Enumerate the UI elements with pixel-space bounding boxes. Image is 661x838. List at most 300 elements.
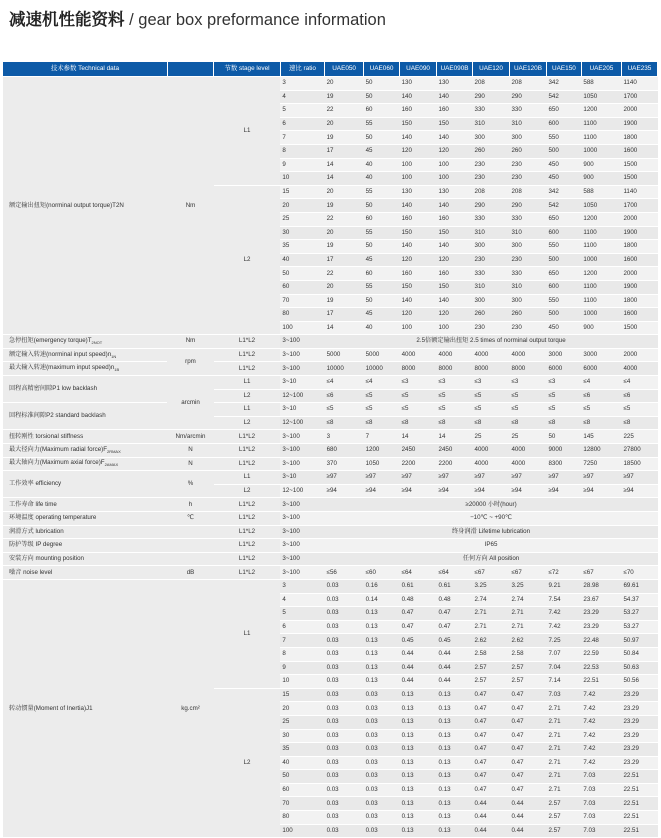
value-cell: 0.44 (473, 811, 510, 825)
value-cell: 0.03 (325, 661, 364, 675)
value-cell: ≤6 (581, 389, 621, 403)
ratio-cell: 10 (280, 172, 324, 186)
value-cell: 120 (400, 308, 437, 322)
value-cell: 0.13 (400, 783, 437, 797)
param-label-subscript: 1B (114, 367, 120, 373)
value-cell: 2.74 (473, 593, 510, 607)
value-cell: 8300 (546, 457, 581, 471)
table-row (3, 552, 658, 566)
ratio-cell: 3~100 (280, 498, 324, 512)
value-cell: 22.51 (581, 675, 621, 689)
value-cell: 40 (364, 158, 400, 172)
value-cell: 140 (400, 131, 437, 145)
table-row (3, 498, 658, 512)
value-cell: 0.03 (325, 607, 364, 621)
value-cell: 55 (364, 280, 400, 294)
value-cell: 40 (364, 172, 400, 186)
param-label-subscript: 2AMAX (104, 462, 119, 468)
value-cell: 4000 (473, 444, 510, 458)
value-cell: 0.44 (473, 824, 510, 838)
value-cell: 0.13 (364, 607, 400, 621)
value-cell: 1050 (364, 457, 400, 471)
param-label-subscript: 1N (111, 353, 117, 359)
value-cell: 0.13 (400, 811, 437, 825)
value-cell: ≤8 (509, 416, 546, 430)
param-label-text: 安装方向 mounting position (9, 554, 84, 562)
value-cell: ≤8 (546, 416, 581, 430)
value-cell: ≤5 (364, 389, 400, 403)
value-cell: 542 (546, 199, 581, 213)
unit-cell: Nm/arcmin (167, 430, 213, 444)
value-cell: 208 (473, 77, 510, 91)
stage-cell: L2 (214, 484, 281, 498)
stage-cell: L1 (214, 403, 281, 417)
ratio-cell: 5 (280, 104, 324, 118)
value-cell: 9000 (546, 444, 581, 458)
value-cell: 342 (546, 185, 581, 199)
value-cell: 23.29 (581, 607, 621, 621)
ratio-cell: 20 (280, 199, 324, 213)
value-cell: 1500 (621, 172, 657, 186)
value-cell: 7.07 (546, 647, 581, 661)
value-cell: 50.84 (621, 647, 657, 661)
value-cell: 4000 (621, 362, 657, 376)
value-cell: 130 (400, 185, 437, 199)
value-cell: 10000 (364, 362, 400, 376)
header-param: 技术参数 Technical data (3, 62, 167, 77)
value-cell: 0.13 (437, 797, 473, 811)
spanning-value: 2.5倍额定输出扭矩 2.5 times of norminal output torque (325, 335, 658, 349)
value-cell: 1500 (621, 321, 657, 335)
value-cell: 260 (509, 144, 546, 158)
value-cell: 100 (400, 158, 437, 172)
value-cell: 310 (473, 280, 510, 294)
value-cell: 330 (509, 104, 546, 118)
value-cell: 22.51 (621, 797, 657, 811)
value-cell: ≤5 (509, 403, 546, 417)
value-cell: 69.61 (621, 579, 657, 593)
value-cell: ≤6 (621, 389, 657, 403)
value-cell: 600 (546, 280, 581, 294)
unit-cell: dB (167, 566, 213, 580)
value-cell: ≤64 (400, 566, 437, 580)
stage-cell: L2 (214, 416, 281, 430)
value-cell: 0.47 (437, 607, 473, 621)
value-cell: 0.03 (325, 688, 364, 702)
spanning-value: 终身润滑 Lifetime lubrication (325, 525, 658, 539)
value-cell: 17 (325, 308, 364, 322)
spanning-value: 任何方向 All position (325, 552, 658, 566)
ratio-cell: 4 (280, 90, 324, 104)
value-cell: 130 (437, 185, 473, 199)
value-cell: 2450 (400, 444, 437, 458)
value-cell: 1200 (581, 267, 621, 281)
unit-cell: N (167, 444, 213, 458)
value-cell: 0.03 (325, 824, 364, 838)
title-cn: 减速机性能资料 (9, 11, 125, 29)
value-cell: 0.13 (364, 620, 400, 634)
value-cell: 120 (400, 253, 437, 267)
value-cell: 0.03 (325, 593, 364, 607)
param-label (3, 430, 167, 444)
value-cell: 1600 (621, 308, 657, 322)
value-cell: 1100 (581, 131, 621, 145)
value-cell: 50 (364, 131, 400, 145)
value-cell: 3 (325, 430, 364, 444)
value-cell: 208 (473, 185, 510, 199)
value-cell: ≤3 (509, 376, 546, 390)
param-label-text: 最大轴向力(Maximum axial force)F (9, 459, 105, 467)
value-cell: 588 (581, 77, 621, 91)
value-cell: 7.42 (581, 756, 621, 770)
value-cell: 8000 (509, 362, 546, 376)
value-cell: ≤4 (621, 376, 657, 390)
value-cell: 25 (473, 430, 510, 444)
header-model: UAE090B (437, 62, 473, 77)
value-cell: 208 (509, 77, 546, 91)
stage-cell: L1*L2 (214, 539, 281, 553)
value-cell: 450 (546, 321, 581, 335)
value-cell: 45 (364, 144, 400, 158)
value-cell: ≤3 (473, 376, 510, 390)
param-label-text: 工作寿命 life time (9, 500, 57, 508)
value-cell: 7.03 (581, 797, 621, 811)
value-cell: 0.47 (473, 770, 510, 784)
value-cell: 45 (364, 308, 400, 322)
value-cell: 0.03 (364, 743, 400, 757)
value-cell: 1800 (621, 240, 657, 254)
value-cell: 900 (581, 158, 621, 172)
ratio-cell: 25 (280, 212, 324, 226)
value-cell: 650 (546, 104, 581, 118)
value-cell: 1000 (581, 308, 621, 322)
param-label (3, 471, 167, 498)
value-cell: 0.03 (364, 770, 400, 784)
value-cell: 1700 (621, 199, 657, 213)
value-cell: 0.13 (364, 634, 400, 648)
value-cell: 0.13 (400, 743, 437, 757)
value-cell: 0.03 (325, 729, 364, 743)
ratio-cell: 60 (280, 783, 324, 797)
value-cell: ≤8 (325, 416, 364, 430)
spanning-value: −10℃ ~ +90℃ (325, 512, 658, 526)
value-cell: 2000 (621, 212, 657, 226)
table-row (3, 348, 658, 362)
stage-cell: L2 (214, 185, 281, 335)
value-cell: 500 (546, 253, 581, 267)
value-cell: ≤5 (546, 389, 581, 403)
value-cell: 22.53 (581, 661, 621, 675)
value-cell: 160 (400, 212, 437, 226)
param-label-text: 额定输入转速(norminal input speed)n (9, 350, 112, 358)
value-cell: 1700 (621, 90, 657, 104)
value-cell: 0.03 (364, 824, 400, 838)
value-cell: 3.25 (473, 579, 510, 593)
value-cell: 160 (437, 104, 473, 118)
value-cell: 330 (473, 267, 510, 281)
value-cell: 0.13 (400, 688, 437, 702)
value-cell: ≤72 (546, 566, 581, 580)
value-cell: 100 (437, 158, 473, 172)
unit-cell: Nm (167, 335, 213, 349)
value-cell: 53.27 (621, 607, 657, 621)
stage-cell: L2 (214, 688, 281, 838)
value-cell: 1100 (581, 294, 621, 308)
value-cell: 230 (509, 253, 546, 267)
value-cell: 0.47 (509, 783, 546, 797)
value-cell: ≤4 (364, 376, 400, 390)
title-en: gear box preformance information (138, 11, 386, 29)
value-cell: ≤8 (400, 416, 437, 430)
param-label (3, 539, 167, 553)
value-cell: 0.47 (509, 756, 546, 770)
value-cell: 230 (473, 158, 510, 172)
value-cell: 0.48 (400, 593, 437, 607)
value-cell: 260 (509, 308, 546, 322)
ratio-cell: 3~100 (280, 552, 324, 566)
value-cell: 140 (437, 131, 473, 145)
value-cell: 7.42 (581, 729, 621, 743)
value-cell: ≤5 (473, 403, 510, 417)
value-cell: 7.03 (546, 688, 581, 702)
value-cell: ≤5 (400, 403, 437, 417)
value-cell: 4000 (473, 348, 510, 362)
value-cell: 0.13 (400, 729, 437, 743)
param-label (3, 335, 167, 349)
value-cell: 0.03 (364, 702, 400, 716)
value-cell: 500 (546, 308, 581, 322)
value-cell: 140 (437, 90, 473, 104)
value-cell: 9.21 (546, 579, 581, 593)
value-cell: 100 (400, 172, 437, 186)
ratio-cell: 4 (280, 593, 324, 607)
ratio-cell: 80 (280, 811, 324, 825)
value-cell: 7.42 (581, 688, 621, 702)
value-cell: 2.62 (473, 634, 510, 648)
param-label-text: 最大输入转速(maximum input speed)n (9, 364, 115, 372)
value-cell: 23.67 (581, 593, 621, 607)
value-cell: 150 (437, 226, 473, 240)
value-cell: 550 (546, 131, 581, 145)
table-row (3, 376, 658, 390)
value-cell: 1140 (621, 77, 657, 91)
value-cell: 450 (546, 158, 581, 172)
value-cell: 130 (437, 77, 473, 91)
stage-cell: L1*L2 (214, 348, 281, 362)
unit-cell (167, 552, 213, 566)
value-cell: 0.47 (437, 620, 473, 634)
value-cell: 310 (509, 280, 546, 294)
value-cell: 6000 (581, 362, 621, 376)
table-row (3, 444, 658, 458)
value-cell: ≤4 (325, 376, 364, 390)
value-cell: 2.74 (509, 593, 546, 607)
value-cell: 8000 (400, 362, 437, 376)
value-cell: 2.71 (546, 743, 581, 757)
value-cell: ≥97 (473, 471, 510, 485)
value-cell: 2.71 (546, 756, 581, 770)
value-cell: 0.13 (364, 661, 400, 675)
ratio-cell: 50 (280, 267, 324, 281)
value-cell: 342 (546, 77, 581, 91)
value-cell: 600 (546, 226, 581, 240)
ratio-cell: 6 (280, 620, 324, 634)
value-cell: 22.51 (621, 811, 657, 825)
param-label (3, 77, 167, 335)
value-cell: 7.14 (546, 675, 581, 689)
ratio-cell: 15 (280, 688, 324, 702)
param-label (3, 566, 167, 580)
value-cell: 17 (325, 144, 364, 158)
value-cell: ≥97 (509, 471, 546, 485)
value-cell: 0.16 (364, 579, 400, 593)
ratio-cell: 8 (280, 144, 324, 158)
value-cell: 1800 (621, 131, 657, 145)
value-cell: 550 (546, 240, 581, 254)
value-cell: 4000 (509, 444, 546, 458)
value-cell: 7.03 (581, 783, 621, 797)
param-label (3, 512, 167, 526)
value-cell: 19 (325, 199, 364, 213)
value-cell: ≥94 (364, 484, 400, 498)
ratio-cell: 3 (280, 579, 324, 593)
value-cell: 4000 (509, 457, 546, 471)
stage-cell: L1*L2 (214, 457, 281, 471)
value-cell: 1100 (581, 240, 621, 254)
value-cell: ≤5 (621, 403, 657, 417)
value-cell: 0.13 (437, 688, 473, 702)
value-cell: 145 (581, 430, 621, 444)
stage-cell: L1*L2 (214, 362, 281, 376)
value-cell: 0.61 (437, 579, 473, 593)
value-cell: 2200 (437, 457, 473, 471)
value-cell: 1000 (581, 144, 621, 158)
value-cell: ≤8 (621, 416, 657, 430)
param-label-subscript: 2NOT (91, 340, 103, 346)
value-cell: 0.47 (509, 770, 546, 784)
value-cell: ≥94 (473, 484, 510, 498)
value-cell: 7.03 (581, 770, 621, 784)
value-cell: 7.42 (581, 702, 621, 716)
value-cell: 50 (364, 77, 400, 91)
ratio-cell: 3~100 (280, 457, 324, 471)
value-cell: 140 (400, 90, 437, 104)
value-cell: 0.13 (437, 729, 473, 743)
value-cell: 0.03 (325, 620, 364, 634)
value-cell: 542 (546, 90, 581, 104)
value-cell: 0.47 (509, 743, 546, 757)
value-cell: 130 (400, 77, 437, 91)
value-cell: 0.03 (364, 756, 400, 770)
value-cell: 0.47 (473, 688, 510, 702)
value-cell: 140 (437, 199, 473, 213)
param-label-text: 最大径向力(Maximum radial force)F (9, 445, 107, 453)
ratio-cell: 7 (280, 131, 324, 145)
ratio-cell: 9 (280, 661, 324, 675)
value-cell: ≤5 (473, 389, 510, 403)
param-label (3, 348, 167, 362)
value-cell: 0.03 (325, 756, 364, 770)
value-cell: 20 (325, 280, 364, 294)
value-cell: 0.47 (473, 783, 510, 797)
header-model: UAE205 (581, 62, 621, 77)
value-cell: 7.04 (546, 661, 581, 675)
value-cell: 0.14 (364, 593, 400, 607)
value-cell: 19 (325, 90, 364, 104)
value-cell: 150 (437, 117, 473, 131)
unit-cell: % (167, 471, 213, 498)
value-cell: ≥94 (325, 484, 364, 498)
ratio-cell: 35 (280, 743, 324, 757)
value-cell: 0.13 (400, 756, 437, 770)
value-cell: 20 (325, 226, 364, 240)
table-row (3, 335, 658, 349)
value-cell: 2.57 (509, 661, 546, 675)
value-cell: 22.48 (581, 634, 621, 648)
value-cell: 100 (400, 321, 437, 335)
header-row (3, 62, 658, 77)
stage-cell: L1*L2 (214, 566, 281, 580)
value-cell: 1140 (621, 185, 657, 199)
value-cell: 160 (400, 267, 437, 281)
value-cell: 0.03 (325, 675, 364, 689)
value-cell: 0.47 (400, 620, 437, 634)
value-cell: 140 (400, 294, 437, 308)
header-model: UAE060 (364, 62, 400, 77)
value-cell: 0.45 (400, 634, 437, 648)
unit-cell (167, 525, 213, 539)
param-label-text: 工作效率 efficiency (9, 480, 62, 488)
value-cell: ≤3 (400, 376, 437, 390)
value-cell: 55 (364, 185, 400, 199)
value-cell: ≥97 (400, 471, 437, 485)
value-cell: ≤5 (546, 403, 581, 417)
value-cell: 0.03 (325, 579, 364, 593)
value-cell: 290 (473, 199, 510, 213)
value-cell: 0.03 (364, 811, 400, 825)
value-cell: ≤67 (581, 566, 621, 580)
value-cell: 50 (364, 199, 400, 213)
value-cell: 0.13 (364, 675, 400, 689)
value-cell: 0.13 (437, 811, 473, 825)
value-cell: ≥94 (621, 484, 657, 498)
value-cell: ≤6 (325, 389, 364, 403)
value-cell: 22.59 (581, 647, 621, 661)
value-cell: 330 (473, 212, 510, 226)
value-cell: 0.44 (400, 647, 437, 661)
table-row (3, 77, 658, 91)
value-cell: ≥97 (581, 471, 621, 485)
value-cell: 900 (581, 321, 621, 335)
value-cell: 2000 (621, 104, 657, 118)
value-cell: 330 (509, 267, 546, 281)
value-cell: 310 (473, 226, 510, 240)
param-label-text: 回程高精密间隙P1 low backlash (9, 385, 98, 393)
value-cell: 22 (325, 267, 364, 281)
value-cell: 0.13 (400, 770, 437, 784)
value-cell: 50 (364, 90, 400, 104)
value-cell: 0.13 (400, 824, 437, 838)
value-cell: 230 (509, 321, 546, 335)
value-cell: ≤5 (437, 389, 473, 403)
unit-cell: kg.cm² (167, 579, 213, 837)
table-row (3, 525, 658, 539)
value-cell: 330 (509, 212, 546, 226)
value-cell: 23.29 (581, 620, 621, 634)
ratio-cell: 3 (280, 77, 324, 91)
value-cell: ≤56 (325, 566, 364, 580)
ratio-cell: 80 (280, 308, 324, 322)
